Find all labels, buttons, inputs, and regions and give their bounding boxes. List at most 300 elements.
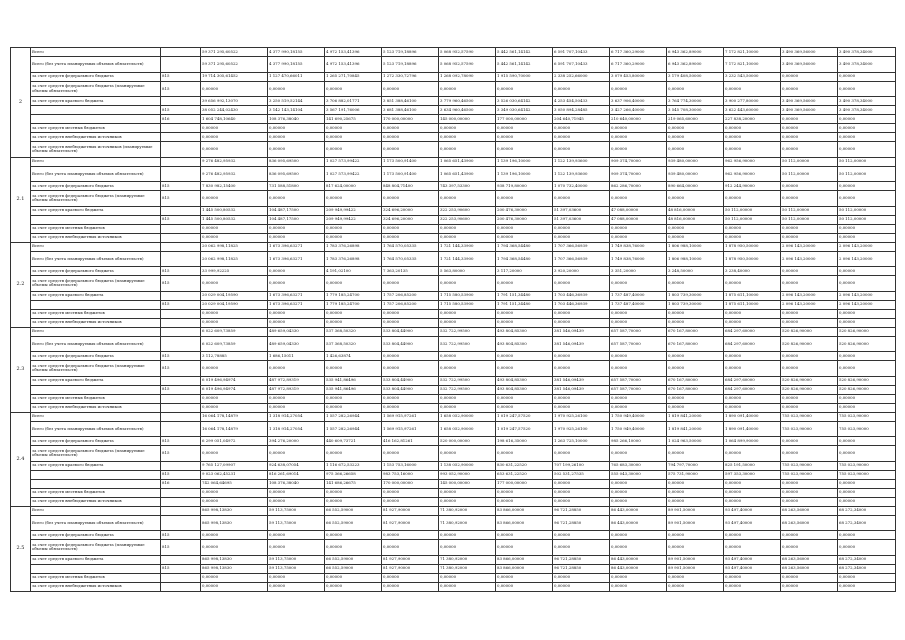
value-cell: 0,00000 <box>553 531 610 540</box>
value-cell: 0,00000 <box>781 488 838 497</box>
value-cell: 6 943 362,89000 <box>667 57 724 73</box>
funding-source-cell: за счет средств федерального бюджета <box>31 531 161 540</box>
value-cell: 493 804,85300 <box>496 336 553 352</box>
value-cell: 1 750 949,40000 <box>610 421 667 437</box>
value-cell: 0,00000 <box>610 573 667 582</box>
table-row <box>11 233 896 242</box>
value-cell: 0,00000 <box>724 573 781 582</box>
value-cell: 0,00000 <box>667 124 724 133</box>
value-cell: 0,00000 <box>382 403 439 412</box>
value-cell: 93 497,40000 <box>724 506 781 515</box>
value-cell: 1 673 396,63271 <box>268 242 325 251</box>
value-cell: 535 941,86496 <box>325 376 382 385</box>
table-row <box>11 327 896 336</box>
value-cell: 0,00000 <box>439 582 496 591</box>
value-cell: 0,00000 <box>667 531 724 540</box>
value-cell: 0,00000 <box>325 531 382 540</box>
value-cell: 3 490 378,34000 <box>838 97 896 106</box>
value-cell: 3 637 906,40000 <box>610 97 667 106</box>
value-cell: 71 380,92000 <box>439 555 496 564</box>
value-cell: 3 117,20000 <box>496 267 553 276</box>
value-cell: 0,00000 <box>781 81 838 97</box>
value-cell: 0,00000 <box>268 133 325 142</box>
funding-source-cell: за счет средств федерального бюджета (планируемые объемы обязательств) <box>31 540 161 556</box>
value-cell: 1 138 052,90000 <box>439 461 496 470</box>
value-cell: 322 253,90600 <box>439 215 496 224</box>
value-cell: 520 826,90000 <box>838 336 896 352</box>
value-cell: 93 497,40000 <box>724 564 781 573</box>
value-cell: 489 659,04330 <box>268 327 325 336</box>
value-cell: 0,00000 <box>724 309 781 318</box>
value-cell: 5 123 719,18896 <box>382 48 439 57</box>
value-cell: 50 112,00000 <box>838 166 896 182</box>
value-cell: 0,00000 <box>610 81 667 97</box>
value-cell: 0,00000 <box>268 540 325 556</box>
value-cell: 6 022 609,73859 <box>201 327 268 336</box>
value-cell: 0,00000 <box>724 142 781 158</box>
funding-source-cell: за счет средств краевого бюджета <box>31 97 161 106</box>
table-row <box>11 224 896 233</box>
code-cell <box>161 233 201 242</box>
value-cell: 3 706 882,01771 <box>325 97 382 106</box>
value-cell: 0,00000 <box>439 224 496 233</box>
value-cell: 1 116 672,53223 <box>325 461 382 470</box>
value-cell: 0,00000 <box>838 437 896 446</box>
value-cell: 0,00000 <box>553 394 610 403</box>
value-cell: 0,00000 <box>667 191 724 207</box>
code-cell: 815 <box>161 531 201 540</box>
value-cell: 5 068 952,57590 <box>439 57 496 73</box>
value-cell: 0,00000 <box>268 309 325 318</box>
value-cell: 3 179 408,50000 <box>667 72 724 81</box>
funding-source-cell: за счет средств местных бюджетов <box>31 124 161 133</box>
value-cell: 0,00000 <box>201 531 268 540</box>
value-cell: 83 866,00000 <box>496 506 553 515</box>
value-cell: 0,00000 <box>553 276 610 292</box>
table-row <box>11 124 896 133</box>
funding-source-cell: за счет средств внебюджетных источников <box>31 582 161 591</box>
value-cell: 0,00000 <box>325 224 382 233</box>
value-cell: 0,00000 <box>838 224 896 233</box>
value-cell: 0,00000 <box>382 394 439 403</box>
value-cell: 1 783 376,26898 <box>325 251 382 267</box>
code-cell <box>161 573 201 582</box>
value-cell: 9 023 062,45231 <box>201 470 268 479</box>
value-cell: 0,00000 <box>838 124 896 133</box>
table-row <box>11 555 896 564</box>
value-cell: 200 476,30000 <box>496 206 553 215</box>
value-cell: 0,00000 <box>610 133 667 142</box>
value-cell: 0,00000 <box>724 133 781 142</box>
code-cell: 815 <box>161 182 201 191</box>
value-cell: 0,00000 <box>838 573 896 582</box>
value-cell: 0,00000 <box>496 488 553 497</box>
value-cell: 1 569 915,97261 <box>382 412 439 421</box>
value-cell: 381 546,09439 <box>553 376 610 385</box>
value-cell: 3 490 369,56000 <box>781 57 838 73</box>
value-cell: 890 664,00000 <box>667 182 724 191</box>
value-cell: 66 552,59000 <box>325 515 382 531</box>
value-cell: 0,00000 <box>724 540 781 556</box>
funding-source-cell: за счет средств федерального бюджета <box>31 437 161 446</box>
value-cell: 0,00000 <box>781 276 838 292</box>
value-cell: 1 803 739,30000 <box>667 291 724 300</box>
value-cell: 5 123 719,18896 <box>382 57 439 73</box>
code-cell: 815 <box>161 437 201 446</box>
value-cell: 575 731,90000 <box>667 470 724 479</box>
funding-source-cell <box>31 470 161 479</box>
value-cell: 731 588,51800 <box>268 182 325 191</box>
value-cell: 0,00000 <box>781 115 838 124</box>
value-cell: 68 272,34000 <box>838 555 896 564</box>
value-cell: 141 686,26675 <box>325 479 382 488</box>
value-cell: 755 023,90000 <box>781 412 838 421</box>
value-cell: 0,00000 <box>610 540 667 556</box>
value-cell: 2 096 143,20000 <box>781 242 838 251</box>
value-cell: 0,00000 <box>201 497 268 506</box>
value-cell: 89 901,50000 <box>667 555 724 564</box>
table-row <box>11 267 896 276</box>
value-cell: 3 349 030,64142 <box>496 106 553 115</box>
value-cell: 1 686,15011 <box>268 352 325 361</box>
value-cell: 1 794 368,54480 <box>496 251 553 267</box>
value-cell: 1 122 139,93600 <box>553 166 610 182</box>
value-cell: 2 096 143,20000 <box>781 291 838 300</box>
table-row <box>11 276 896 292</box>
value-cell: 0,00000 <box>201 233 268 242</box>
value-cell: 0,00000 <box>781 573 838 582</box>
value-cell: 0,00000 <box>724 497 781 506</box>
table-row <box>11 385 896 394</box>
value-cell: 520 826,90000 <box>838 385 896 394</box>
value-cell: 145 000,00000 <box>439 115 496 124</box>
value-cell: 0,00000 <box>724 488 781 497</box>
value-cell: 1 673 396,63271 <box>268 300 325 309</box>
value-cell: 0,00000 <box>781 361 838 377</box>
table-row <box>11 206 896 215</box>
value-cell: 4 377 990,18155 <box>268 48 325 57</box>
value-cell: 532 722,99500 <box>439 327 496 336</box>
value-cell: 0,00000 <box>268 267 325 276</box>
value-cell: 1 604 748,10640 <box>201 115 268 124</box>
value-cell: 0,00000 <box>496 403 553 412</box>
value-cell: 0,00000 <box>325 573 382 582</box>
value-cell: 1 791 151,34480 <box>496 291 553 300</box>
value-cell: 0,00000 <box>781 446 838 462</box>
value-cell: 0,00000 <box>667 81 724 97</box>
section-number-cell: 2.2 <box>11 242 31 327</box>
value-cell: 533 804,44900 <box>382 376 439 385</box>
value-cell: 0,00000 <box>610 488 667 497</box>
value-cell: 0,00000 <box>838 497 896 506</box>
code-cell: 815 <box>161 81 201 97</box>
value-cell: 3 490 369,56000 <box>781 106 838 115</box>
value-cell: 3 232 543,50000 <box>724 72 781 81</box>
table-row <box>11 142 896 158</box>
value-cell: 670 167,80000 <box>667 376 724 385</box>
funding-source-cell <box>31 215 161 224</box>
table-row <box>11 479 896 488</box>
table-row <box>11 421 896 437</box>
code-cell <box>161 394 201 403</box>
value-cell: 520 826,90000 <box>781 327 838 336</box>
value-cell: 0,00000 <box>610 403 667 412</box>
value-cell: 59 113,75000 <box>268 515 325 531</box>
value-cell: 0,00000 <box>268 403 325 412</box>
value-cell: 493 804,85300 <box>496 327 553 336</box>
value-cell: 0,00000 <box>553 318 610 327</box>
table-row <box>11 242 896 251</box>
value-cell: 1 318 914,27054 <box>268 412 325 421</box>
value-cell: 0,00000 <box>667 394 724 403</box>
value-cell: 0,00000 <box>667 573 724 582</box>
value-cell: 0,00000 <box>610 446 667 462</box>
value-cell: 68 263,56000 <box>781 506 838 515</box>
value-cell: 0,00000 <box>667 403 724 412</box>
value-cell: 755 023,90000 <box>781 461 838 470</box>
funding-source-cell: за счет средств местных бюджетов <box>31 488 161 497</box>
value-cell: 3 779 960,46500 <box>439 97 496 106</box>
value-cell: 0,00000 <box>382 361 439 377</box>
value-cell: 96 721,28850 <box>553 564 610 573</box>
value-cell: 0,00000 <box>781 191 838 207</box>
value-cell: 533 804,44900 <box>382 385 439 394</box>
value-cell: 0,00000 <box>268 361 325 377</box>
value-cell: 532 722,99500 <box>439 336 496 352</box>
value-cell: 0,00000 <box>439 133 496 142</box>
value-cell: 0,00000 <box>724 361 781 377</box>
value-cell: 6 299 051,04972 <box>201 437 268 446</box>
code-cell <box>161 582 201 591</box>
value-cell: 81 927,90000 <box>382 506 439 515</box>
value-cell: 204 640,71945 <box>553 115 610 124</box>
value-cell: 0,00000 <box>610 479 667 488</box>
value-cell: 9 276 482,95932 <box>201 166 268 182</box>
code-cell <box>161 318 201 327</box>
value-cell: 50 112,00000 <box>724 206 781 215</box>
value-cell: 0,00000 <box>667 488 724 497</box>
value-cell: 50 112,00000 <box>781 206 838 215</box>
value-cell: 6 717 360,29000 <box>610 48 667 57</box>
value-cell: 1 970 925,26100 <box>553 412 610 421</box>
code-cell: 815 <box>161 361 201 377</box>
value-cell: 755 023,90000 <box>838 470 896 479</box>
value-cell: 81 927,90000 <box>382 564 439 573</box>
funding-source-cell: Всего <box>31 242 161 251</box>
value-cell: 2 338 252,66000 <box>553 72 610 81</box>
value-cell: 394 276,20000 <box>268 437 325 446</box>
code-cell <box>161 461 201 470</box>
value-cell: 0,00000 <box>268 531 325 540</box>
value-cell: 59 113,75000 <box>268 555 325 564</box>
value-cell: 0,00000 <box>382 142 439 158</box>
value-cell: 1 970 925,26100 <box>553 421 610 437</box>
value-cell: 2 096 143,20000 <box>781 251 838 267</box>
value-cell: 0,00000 <box>553 191 610 207</box>
value-cell: 3 900 277,80000 <box>724 97 781 106</box>
value-cell: 0,00000 <box>667 540 724 556</box>
code-cell <box>161 488 201 497</box>
value-cell: 0,00000 <box>838 115 896 124</box>
value-cell: 1 065 651,43900 <box>439 166 496 182</box>
value-cell: 47 088,00000 <box>610 215 667 224</box>
code-cell: 816 <box>161 479 201 488</box>
value-cell: 657 587,70000 <box>610 376 667 385</box>
value-cell: 0,00000 <box>268 233 325 242</box>
value-cell: 0,00000 <box>496 224 553 233</box>
value-cell: 0,00000 <box>667 133 724 142</box>
table-row <box>11 182 896 191</box>
code-cell: 815 <box>161 215 201 224</box>
code-cell: 815 <box>161 352 201 361</box>
value-cell: 0,00000 <box>496 142 553 158</box>
value-cell: 816 261,69014 <box>268 470 325 479</box>
value-cell: 1 875 611,10000 <box>724 291 781 300</box>
value-cell: 0,00000 <box>838 446 896 462</box>
value-cell: 520 826,90000 <box>838 327 896 336</box>
value-cell: 86 443,00000 <box>610 515 667 531</box>
value-cell: 0,00000 <box>201 124 268 133</box>
value-cell: 2 096 143,20000 <box>838 291 896 300</box>
value-cell: 0,00000 <box>781 352 838 361</box>
table-row <box>11 133 896 142</box>
table-row <box>11 506 896 515</box>
value-cell: 3 238,40000 <box>724 267 781 276</box>
funding-source-cell: за счет средств федерального бюджета (планируемые объемы обязательств) <box>31 361 161 377</box>
value-cell: 68 272,34000 <box>838 564 896 573</box>
value-cell: 1 764 570,05335 <box>382 251 439 267</box>
funding-source-cell <box>31 115 161 124</box>
value-cell: 1 757 206,85200 <box>382 300 439 309</box>
value-cell: 684 297,60000 <box>724 385 781 394</box>
value-cell: 0,00000 <box>838 276 896 292</box>
funding-source-cell: за счет средств внебюджетных источников <box>31 133 161 142</box>
value-cell: 108 376,38040 <box>268 115 325 124</box>
value-cell: 0,00000 <box>496 309 553 318</box>
value-cell: 0,00000 <box>838 540 896 556</box>
value-cell: 0,00000 <box>610 233 667 242</box>
value-cell: 381 546,09439 <box>553 336 610 352</box>
value-cell: 0,00000 <box>553 233 610 242</box>
table-row <box>11 582 896 591</box>
value-cell: 0,00000 <box>201 446 268 462</box>
value-cell: 0,00000 <box>610 191 667 207</box>
code-cell: 815 <box>161 540 201 556</box>
code-cell <box>161 412 201 421</box>
value-cell: 0,00000 <box>201 394 268 403</box>
value-cell: 3 490 369,56000 <box>781 48 838 57</box>
value-cell: 0,00000 <box>382 573 439 582</box>
value-cell: 0,00000 <box>496 318 553 327</box>
value-cell: 209 949,99422 <box>325 206 382 215</box>
table-row <box>11 394 896 403</box>
value-cell: 1 757 206,85200 <box>382 291 439 300</box>
value-cell: 0,00000 <box>781 182 838 191</box>
value-cell: 0,00000 <box>724 191 781 207</box>
value-cell: 0,00000 <box>201 224 268 233</box>
value-cell: 1 673 396,63271 <box>268 251 325 267</box>
value-cell: 6 022 609,73859 <box>201 336 268 352</box>
value-cell: 0,00000 <box>325 488 382 497</box>
code-cell <box>161 224 201 233</box>
value-cell: 0,00000 <box>553 497 610 506</box>
value-cell: 9 765 127,09907 <box>201 461 268 470</box>
section-number-cell: 2.3 <box>11 327 31 412</box>
value-cell: 66 552,59000 <box>325 555 382 564</box>
value-cell: 0,00000 <box>781 142 838 158</box>
value-cell: 755 023,90000 <box>781 470 838 479</box>
value-cell: 0,00000 <box>781 267 838 276</box>
value-cell: 16 064 178,14879 <box>201 421 268 437</box>
value-cell: 533 804,44900 <box>382 327 439 336</box>
value-cell: 0,00000 <box>610 361 667 377</box>
value-cell: 0,00000 <box>201 318 268 327</box>
value-cell: 381 546,09439 <box>553 327 610 336</box>
value-cell: 487 972,89319 <box>268 376 325 385</box>
value-cell: 1 268 092,78090 <box>439 72 496 81</box>
value-cell: 520 826,90000 <box>781 385 838 394</box>
value-cell: 1 272 330,72796 <box>382 72 439 81</box>
table-row <box>11 361 896 377</box>
value-cell: 324 696,20000 <box>382 215 439 224</box>
table-row <box>11 291 896 300</box>
value-cell: 0,00000 <box>439 488 496 497</box>
value-cell: 1 127 470,66011 <box>268 72 325 81</box>
value-cell: 177 000,00000 <box>496 479 553 488</box>
value-cell: 0,00000 <box>838 142 896 158</box>
funding-source-cell <box>31 300 161 309</box>
value-cell: 0,00000 <box>724 224 781 233</box>
value-cell: 0,00000 <box>781 72 838 81</box>
value-cell: 0,00000 <box>781 309 838 318</box>
code-cell: 815 <box>161 267 201 276</box>
value-cell: 657 587,70000 <box>610 385 667 394</box>
value-cell: 1 749 838,76000 <box>610 242 667 251</box>
value-cell: 983 753,16000 <box>382 470 439 479</box>
value-cell: 4 253 454,50433 <box>553 97 610 106</box>
value-cell: 755 023,90000 <box>781 421 838 437</box>
value-cell: 924 638,07054 <box>268 461 325 470</box>
value-cell: 4 972 153,41396 <box>325 48 382 57</box>
value-cell: 0,00000 <box>201 361 268 377</box>
funding-source-cell: за счет средств внебюджетных источников <box>31 497 161 506</box>
value-cell: 962 956,90000 <box>724 166 781 182</box>
funding-source-cell: Всего (без учета планируемых объемов обязательств) <box>31 251 161 267</box>
value-cell: 0,00000 <box>724 124 781 133</box>
value-cell: 1 027 573,99422 <box>325 157 382 166</box>
value-cell: 0,00000 <box>610 318 667 327</box>
value-cell: 3 079 453,80000 <box>610 72 667 81</box>
table-row <box>11 412 896 421</box>
value-cell: 0,00000 <box>553 133 610 142</box>
value-cell: 3 681 388,46100 <box>382 106 439 115</box>
table-row <box>11 72 896 81</box>
value-cell: 0,00000 <box>439 403 496 412</box>
code-cell: 815 <box>161 385 201 394</box>
value-cell: 836 095,69500 <box>268 157 325 166</box>
value-cell: 0,00000 <box>724 479 781 488</box>
value-cell: 1 791 151,34480 <box>496 300 553 309</box>
value-cell: 68 272,34000 <box>838 515 896 531</box>
value-cell: 3 112,78885 <box>201 352 268 361</box>
value-cell: 0,00000 <box>553 124 610 133</box>
table-row <box>11 470 896 479</box>
value-cell: 1 715 580,53900 <box>439 300 496 309</box>
value-cell: 0,00000 <box>439 276 496 292</box>
value-cell: 7 172 821,10000 <box>724 57 781 73</box>
value-cell: 68 263,56000 <box>781 515 838 531</box>
value-cell: 141 690,25675 <box>325 115 382 124</box>
